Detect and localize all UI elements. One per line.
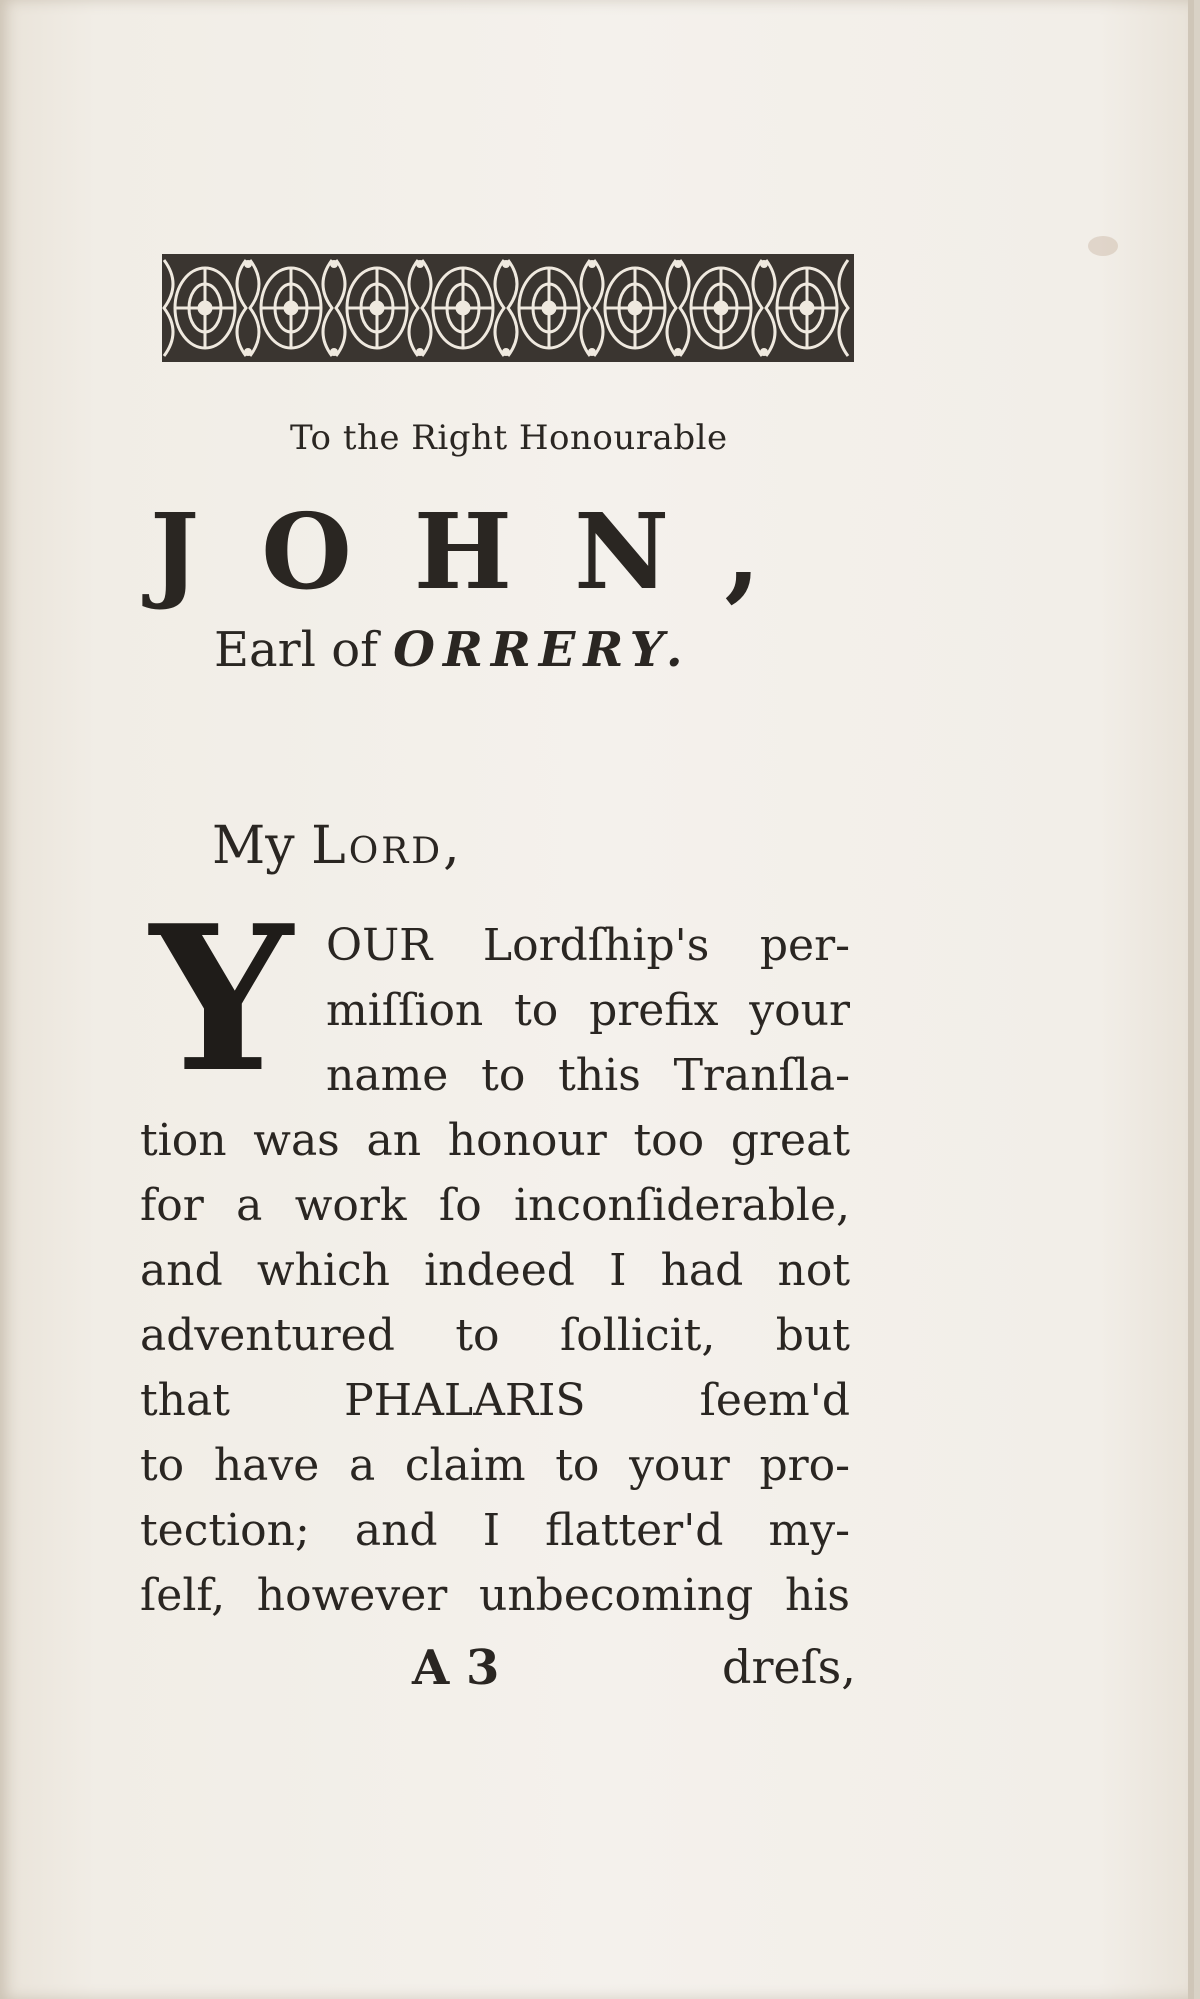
body-line-2: miſſion to prefix your bbox=[326, 985, 850, 1036]
headpiece-ornament bbox=[162, 254, 854, 362]
body-line-4: tion was an honour too great bbox=[140, 1115, 850, 1166]
title-earldom: ORRERY. bbox=[393, 622, 691, 678]
body-line-7: adventured to ſollicit, but bbox=[140, 1310, 850, 1361]
foxing-spot bbox=[1088, 236, 1118, 256]
body-line-8: that PHALARIS ſeem'd bbox=[140, 1375, 850, 1426]
body-line-1: OUR Lordſhip's per- bbox=[326, 920, 850, 971]
body-line-6: and which indeed I had not bbox=[140, 1245, 850, 1296]
page-edge bbox=[1188, 0, 1194, 1999]
signature-mark: A 3 bbox=[412, 1640, 500, 1696]
salutation-lord: Lord, bbox=[311, 816, 463, 876]
body-line-10: tection; and I flatter'd my- bbox=[140, 1505, 850, 1556]
drop-cap: Y bbox=[150, 882, 293, 1117]
body-line-5: for a work ſo inconſiderable, bbox=[140, 1180, 850, 1231]
body-line-11: ſelf, however unbecoming his bbox=[140, 1570, 850, 1621]
salutation bbox=[212, 816, 463, 876]
body-line-3: name to this Tranſla- bbox=[326, 1050, 850, 1101]
dedication-to-line: To the Right Honourable bbox=[290, 418, 728, 458]
dedicatee-title bbox=[214, 622, 691, 678]
salutation-my: My bbox=[212, 816, 295, 876]
title-prefix: Earl of bbox=[214, 622, 378, 678]
catchword: dreſs, bbox=[722, 1640, 856, 1694]
dedicatee-name: JOHN, bbox=[150, 490, 823, 613]
body-line-9: to have a claim to your pro- bbox=[140, 1440, 850, 1491]
